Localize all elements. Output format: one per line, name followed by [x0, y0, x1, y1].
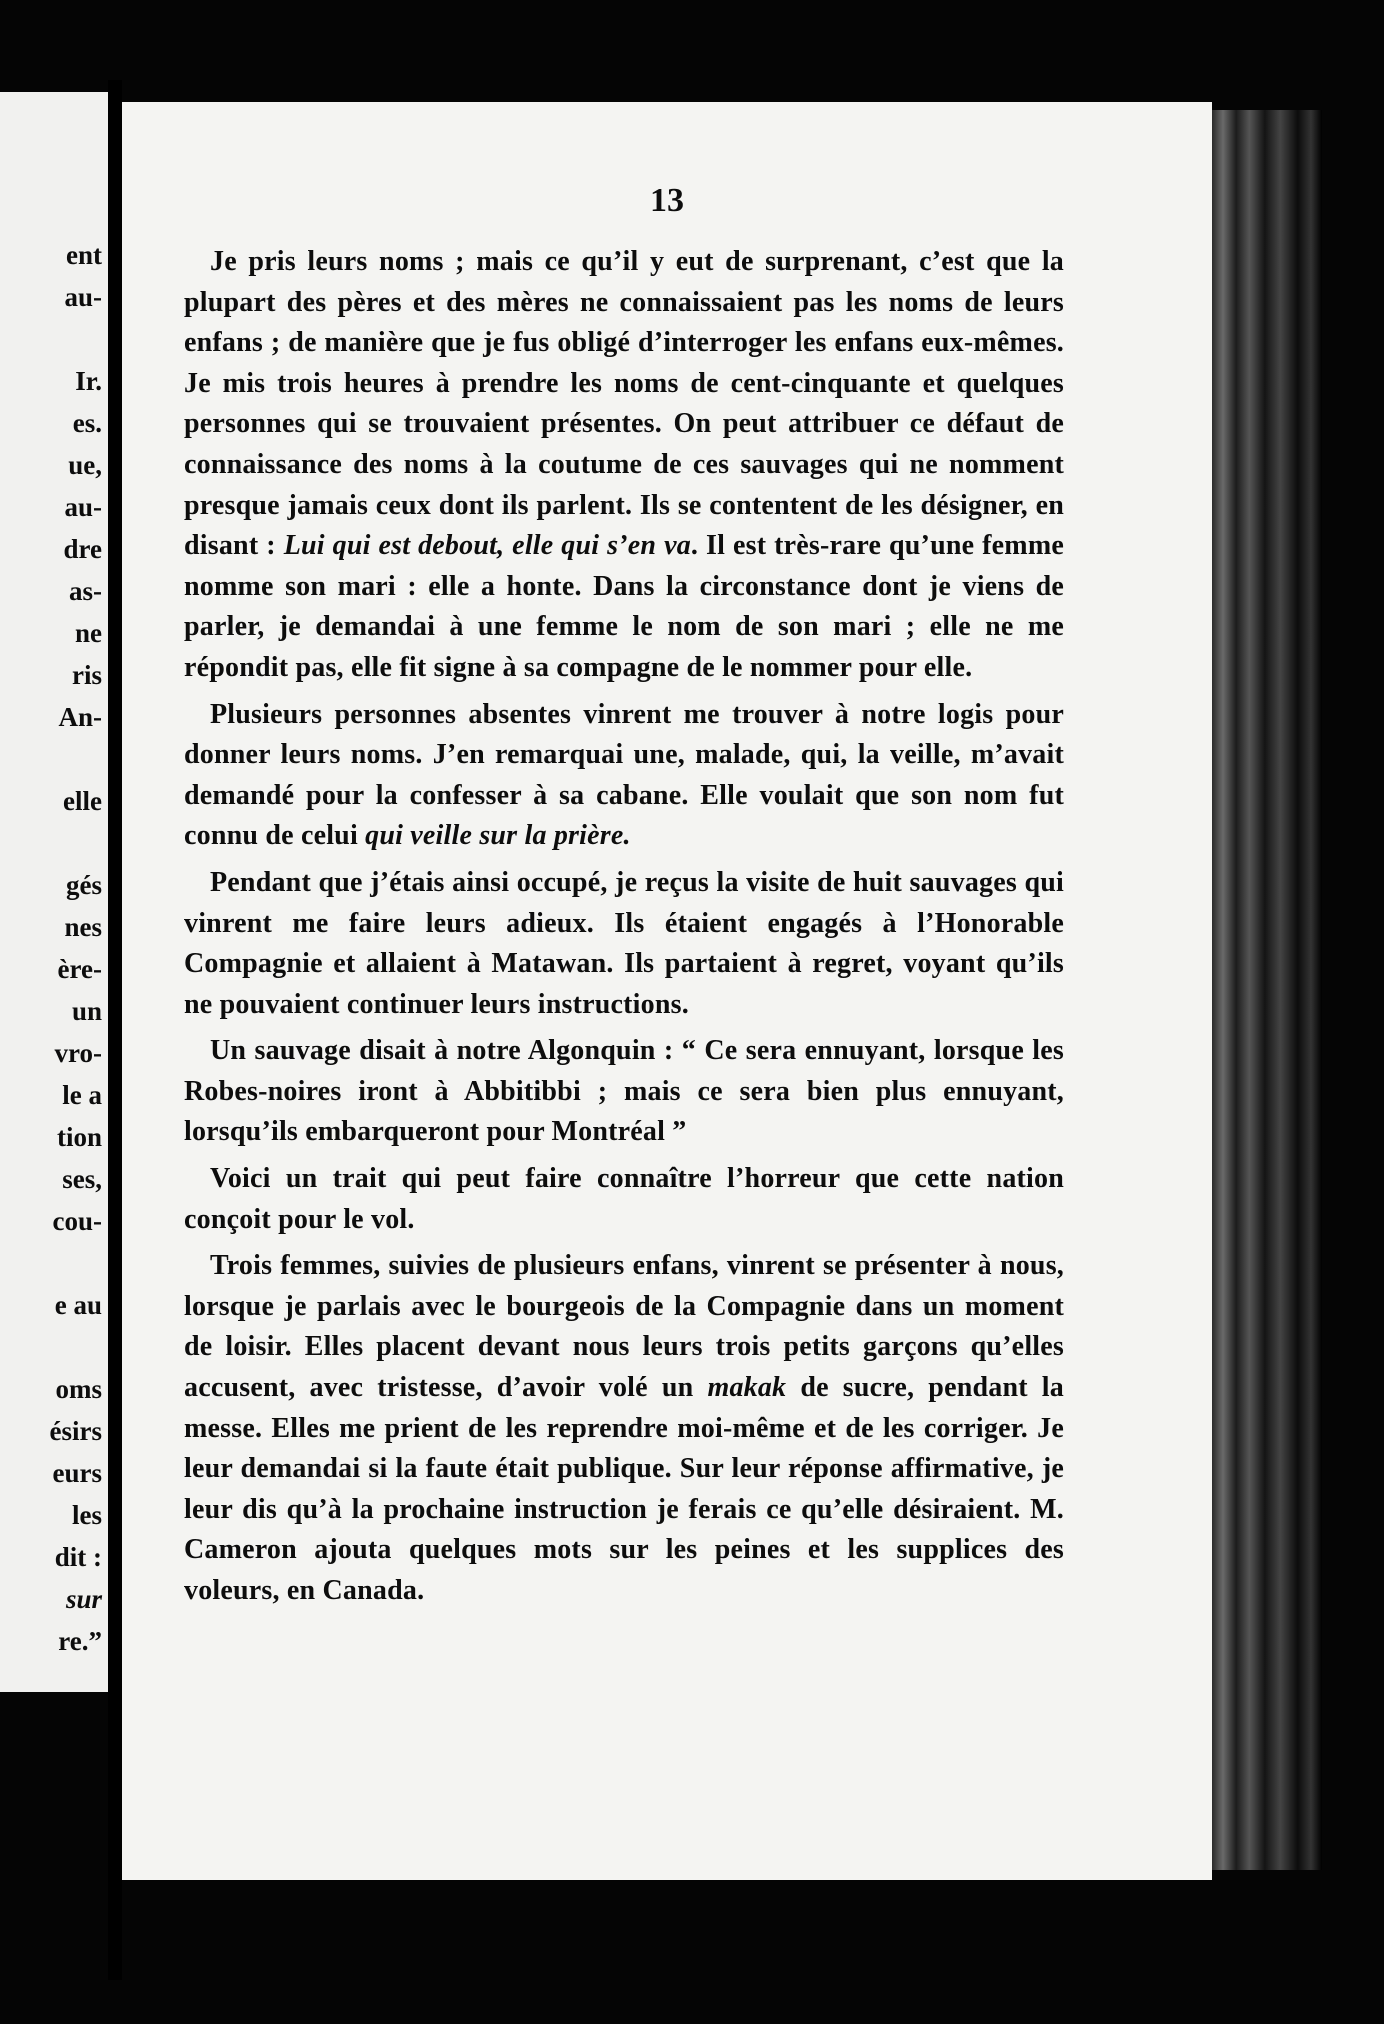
- paragraph-text: Plusieurs personnes absentes vinrent me trouver à notre logis pour donner leurs noms. J’en remarquai une, malade, qui, la veille, m’avait demandé pour la confesser à sa cabane. Elle voulait que son nom fut connu de celui: [184, 698, 1064, 852]
- paragraph-text: Un sauvage disait à notre Algonquin : “ Ce sera ennuyant, lorsque les Robes-noires iront à Abbitibbi ; mais ce sera bien plus ennuyant, lorsqu’ils embarqueront pour Montréal ”: [184, 1035, 1064, 1148]
- paragraph: [184, 1246, 1064, 1611]
- left-page-fragment: es.: [72, 408, 102, 438]
- left-page-fragment: elle: [63, 786, 102, 816]
- left-page-fragment: e au: [54, 1290, 102, 1320]
- paragraph-text: Trois femmes, suivies de plusieurs enfans, vinrent se présenter à nous, lorsque je parlais avec le bourgeois de la Compagnie dans un moment de loisir. Elles placent devant nous leurs trois petits garçons qu’elles accusent, avec tristesse, d’avoir volé un: [184, 1250, 1064, 1404]
- left-page-fragment: An-: [58, 702, 102, 732]
- paragraph-text: de sucre, pendant la messe. Elles me prient de les reprendre moi-même et de les corriger. Je leur demandai si la faute était publique. Sur leur réponse affirmative, je leur dis qu’à la prochaine instruction je ferais ce qu’elle désiraient. M. Cameron ajouta quelques mots sur les peines et les supplices des voleurs, en Canada.: [184, 1372, 1064, 1606]
- left-page-fragment: au-: [64, 282, 102, 312]
- paragraph: [184, 1031, 1064, 1153]
- paragraph: [184, 863, 1064, 1025]
- left-page-fragment: ère-: [57, 954, 102, 984]
- page-stack-edge: [1212, 110, 1322, 1870]
- left-page-fragment: eurs: [52, 1458, 102, 1488]
- left-page-fragment: gés: [66, 870, 102, 900]
- left-page-fragment: cou-: [52, 1206, 102, 1236]
- paragraph-italic: qui veille sur la prière.: [365, 820, 631, 852]
- paragraph-italic: makak: [707, 1372, 787, 1404]
- left-page-fragment: le a: [62, 1080, 102, 1110]
- paragraph-text: Je pris leurs noms ; mais ce qu’il y eut de surprenant, c’est que la plupart des pères et des mères ne connaissaient pas les noms de leurs enfans ; de manière que je fus obligé d’interroger les enfans eux-mêmes. Je mis trois heures à prendre les noms de cent-cinquante et quelques personnes qui se trouvaient présentes. On peut attribuer ce défaut de connaissance des noms à la coutume de ces sauvages qui ne nomment presque jamais ceux dont ils parlent. Ils se contentent de les désigner, en disant :: [184, 246, 1064, 562]
- left-page-fragment: Ir.: [75, 366, 102, 396]
- left-page-strip: [0, 92, 108, 1692]
- page-number: 13: [650, 182, 684, 219]
- left-page-fragment: ent: [66, 240, 102, 270]
- left-page-fragment: re.”: [58, 1626, 102, 1656]
- left-page-fragment: sur: [65, 1584, 102, 1614]
- left-page-fragment: ue,: [68, 450, 102, 480]
- left-page-fragment: ne: [75, 618, 102, 648]
- paragraph-italic: Lui qui est debout, elle qui s’en va: [283, 530, 691, 562]
- book-gutter: [108, 80, 122, 1980]
- paragraph: [184, 1159, 1064, 1240]
- left-page-fragment: ses,: [62, 1164, 102, 1194]
- left-page-fragment: nes: [64, 912, 102, 942]
- left-page-fragment: ris: [72, 660, 102, 690]
- paragraph-text: Voici un trait qui peut faire connaître l’horreur que cette nation conçoit pour le vol.: [184, 1163, 1064, 1235]
- left-page-fragment: dit :: [54, 1542, 102, 1572]
- left-page-fragment: vro-: [54, 1038, 102, 1068]
- book-page: [122, 102, 1212, 1880]
- left-page-fragment: dre: [63, 534, 102, 564]
- paragraph-text: . Il est très-rare qu’une femme nomme son mari : elle a honte. Dans la circonstance dont je viens de parler, je demandai à une femme le nom de son mari ; elle ne me répondit pas, elle fit signe à sa compagne de le nommer pour elle.: [184, 530, 1064, 683]
- left-page-fragment: au-: [64, 492, 102, 522]
- left-page-fragment: ésirs: [49, 1416, 102, 1446]
- left-page-fragment: un: [71, 996, 102, 1026]
- left-page-fragment: les: [72, 1500, 102, 1530]
- paragraph: [184, 695, 1064, 857]
- paragraph: [184, 242, 1064, 689]
- left-page-fragment: tion: [56, 1122, 102, 1152]
- left-page-fragment: as-: [69, 576, 102, 606]
- left-page-fragment: oms: [55, 1374, 102, 1404]
- paragraph-text: Pendant que j’étais ainsi occupé, je reçus la visite de huit sauvages qui vinrent me faire leurs adieux. Ils étaient engagés à l’Honorable Compagnie et allaient à Matawan. Ils partaient à regret, voyant qu’ils ne pouvaient continuer leurs instructions.: [184, 866, 1064, 1020]
- body-text: [184, 242, 1064, 1618]
